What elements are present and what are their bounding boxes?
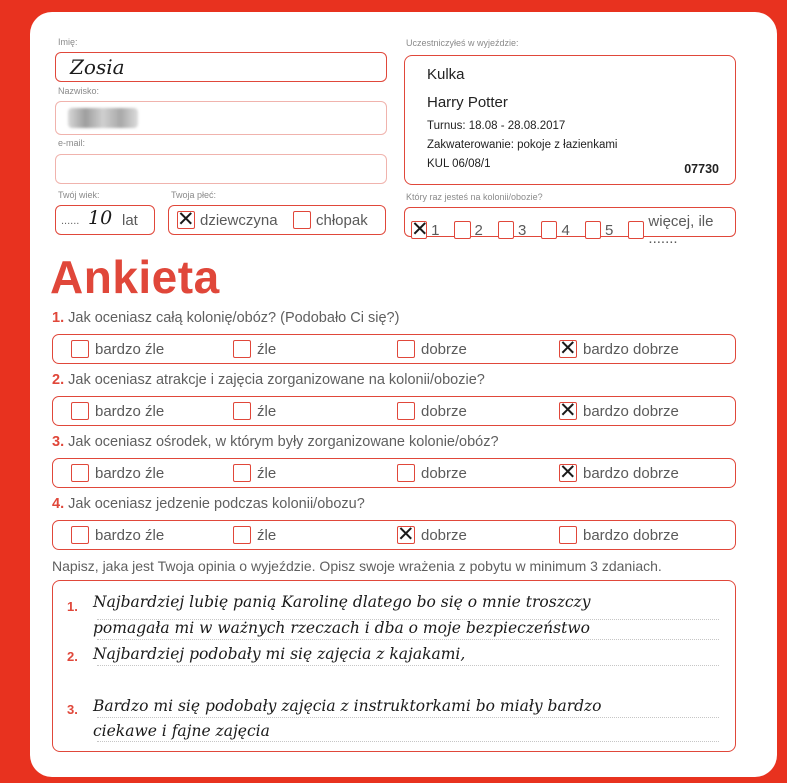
first-name-field[interactable] [55,52,387,82]
q1-label-good: dobrze [421,340,467,358]
q3-option-very-good[interactable] [559,464,577,482]
q2-option-good[interactable] [397,402,415,420]
question-1-text: Jak oceniasz całą kolonię/obóz? (Podobało Ci się?) [68,310,400,326]
q3-label-bad: źle [257,464,277,482]
question-2-text: Jak oceniasz atrakcje i zajęcia zorganizowane na kolonii/obozie? [68,372,485,388]
opinion-1-line-2: pomagała mi w ważnych rzeczach i dba o moje bezpieczeństwo [93,619,590,637]
opinion-2-line-1: Najbardziej podobały mi się zajęcia z kajakami, [93,645,466,663]
question-1-number: 1. [52,310,65,326]
accommodation-text: Zakwaterowanie: pokoje z łazienkami [427,139,618,151]
turnus-text: Turnus: 18.08 - 28.08.2017 [427,120,566,132]
age-dots: ...... [61,215,80,227]
last-name-field[interactable] [55,101,387,135]
question-2 [52,372,485,388]
times-2-checkbox[interactable] [454,221,470,239]
q3-option-very-bad[interactable] [71,464,89,482]
q2-option-bad[interactable] [233,402,251,420]
q4-option-bad[interactable] [233,526,251,544]
participant-name-1: Kulka [427,66,465,83]
times-1-label: 1 [431,221,440,239]
kul-text: KUL 06/08/1 [427,158,491,170]
q3-label-good: dobrze [421,464,467,482]
question-2-number: 2. [52,372,65,388]
question-1 [52,310,399,326]
question-1-options [52,334,736,364]
question-4-options [52,520,736,550]
question-3-text: Jak oceniasz ośrodek, w którym były zorganizowane kolonie/obóz? [68,434,499,450]
q4-label-bad: źle [257,526,277,544]
q4-label-very-good: bardzo dobrze [583,526,679,544]
q3-option-bad[interactable] [233,464,251,482]
q4-option-good[interactable] [397,526,415,544]
times-3-checkbox[interactable] [498,221,514,239]
q2-option-very-good[interactable] [559,402,577,420]
question-3-options [52,458,736,488]
question-4-number: 4. [52,496,65,512]
question-3 [52,434,499,450]
participant-name-2: Harry Potter [427,94,508,111]
opinion-3-line-2: ciekawe i fajne zajęcia [93,722,270,740]
times-5-label: 5 [604,221,614,239]
opinion-1-line-1: Najbardziej lubię panią Karolinę dlatego bo się o mnie troszczy [93,593,591,611]
q2-label-bad: źle [257,402,277,420]
opinion-3-line-1: Bardzo mi się podobały zajęcia z instruktorkami bo miały bardzo [93,697,602,715]
opinion-number-1: 1. [67,599,78,614]
gender-boy-label: chłopak [316,211,368,229]
times-4-label: 4 [561,221,570,239]
form-code: 07730 [684,162,719,176]
q1-option-bad[interactable] [233,340,251,358]
times-label: Który raz jesteś na kolonii/obozie? [406,192,543,202]
opinion-number-3: 3. [67,702,78,717]
age-suffix: lat [122,212,138,229]
q1-label-very-good: bardzo dobrze [583,340,679,358]
participants-label: Uczestniczyłeś w wyjeździe: [406,38,519,48]
times-more-label: więcej, ile ....... [648,213,714,247]
question-2-options [52,396,736,426]
q1-option-very-bad[interactable] [71,340,89,358]
q1-label-very-bad: bardzo źle [95,340,165,358]
gender-label: Twoja płeć: [171,190,217,200]
times-1-checkbox[interactable] [411,221,427,239]
q1-option-very-good[interactable] [559,340,577,358]
age-value: 10 [88,207,113,229]
times-4-checkbox[interactable] [541,221,557,239]
opinion-box[interactable] [52,580,736,752]
gender-girl-label: dziewczyna [200,211,278,229]
participants-box [404,55,736,185]
q4-label-good: dobrze [421,526,467,544]
q1-label-bad: źle [257,340,277,358]
redacted-surname [68,108,138,128]
q2-label-very-bad: bardzo źle [95,402,165,420]
email-field[interactable] [55,154,387,184]
q4-option-very-bad[interactable] [71,526,89,544]
survey-title: Ankieta [50,251,220,303]
q2-option-very-bad[interactable] [71,402,89,420]
q3-label-very-bad: bardzo źle [95,464,165,482]
q4-option-very-good[interactable] [559,526,577,544]
times-3-label: 3 [518,221,527,239]
times-5-checkbox[interactable] [585,221,601,239]
q1-option-good[interactable] [397,340,415,358]
times-2-label: 2 [474,221,483,239]
q2-label-very-good: bardzo dobrze [583,402,679,420]
question-4-text: Jak oceniasz jedzenie podczas kolonii/obozu? [68,496,365,512]
gender-boy-checkbox[interactable] [293,211,311,229]
times-more-checkbox[interactable] [628,221,644,239]
age-label: Twój wiek: [58,190,100,200]
question-3-number: 3. [52,434,65,450]
last-name-label: Nazwisko: [58,86,100,96]
email-label: e-mail: [58,138,86,148]
age-field[interactable] [55,205,155,235]
first-name-value: Zosia [70,55,125,79]
first-name-label: Imię: [58,37,78,47]
q4-label-very-bad: bardzo źle [95,526,165,544]
gender-girl-checkbox[interactable] [177,211,195,229]
opinion-number-2: 2. [67,649,78,664]
gender-field [168,205,386,235]
times-field [404,207,736,247]
q3-label-very-good: bardzo dobrze [583,464,679,482]
q3-option-good[interactable] [397,464,415,482]
q2-label-good: dobrze [421,402,467,420]
question-4 [52,496,365,512]
opinion-prompt: Napisz, jaka jest Twoja opinia o wyjeździe. Opisz swoje wrażenia z pobytu w minimum 3 zdaniach. [52,558,662,574]
